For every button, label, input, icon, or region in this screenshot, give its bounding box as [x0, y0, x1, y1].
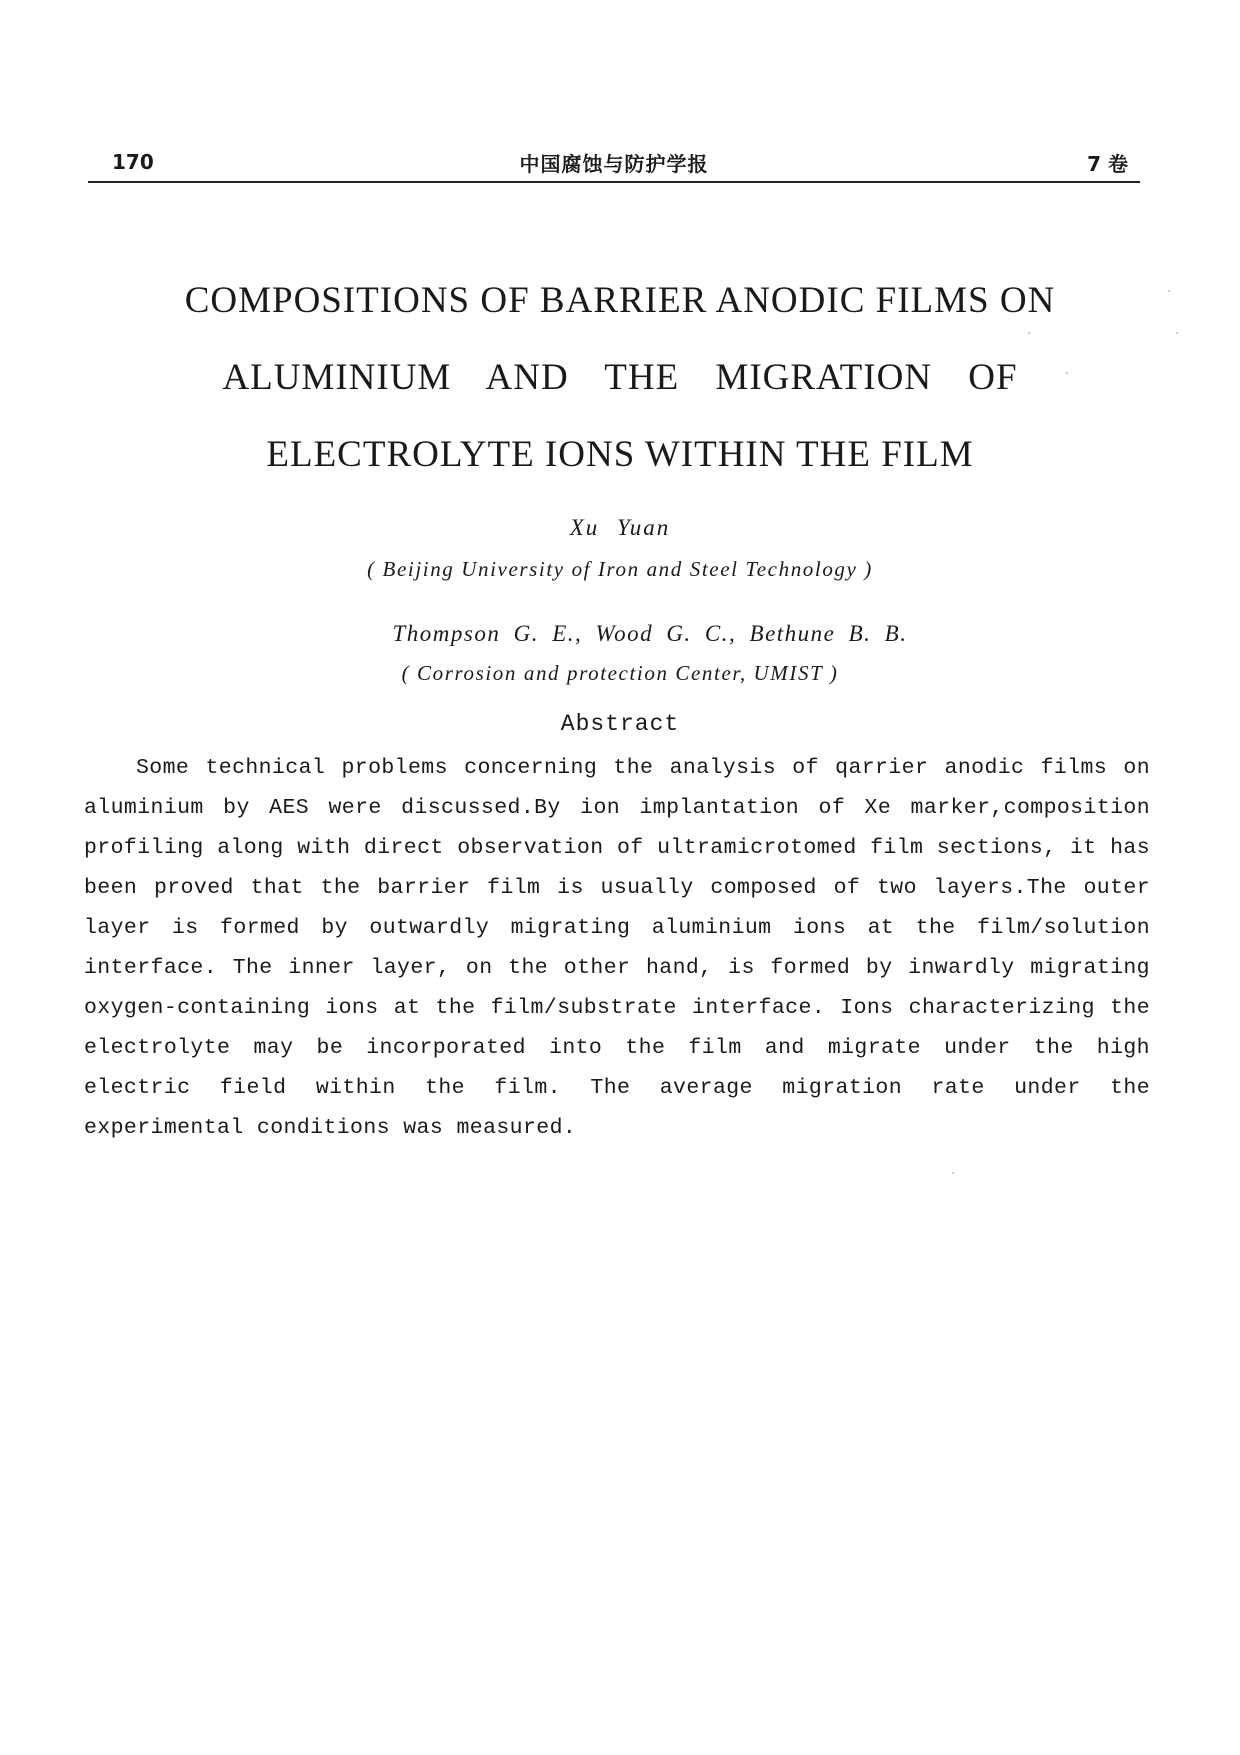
header-rule [88, 181, 1140, 183]
page-number: 170 [112, 150, 154, 174]
article-title [100, 262, 1140, 493]
abstract-body: Some technical problems concerning the analysis of qarrier anodic films on aluminium by AES were discussed.By ion implantation of Xe marker,composition profiling along with direct observation of ultramicrotomed film sections, it has been proved that the barrier film is usually composed of two layers.The outer layer is formed by outwardly migrating aluminium ions at the film/solution interface. The inner layer, on the other hand, is formed by inwardly migrating oxygen-containing ions at the film/substrate interface. Ions characterizing the electrolyte may be incorporated into the film and migrate under the high electric field within the film. The average migration rate under the experimental conditions was measured. [84, 756, 1150, 1140]
journal-name: 中国腐蚀与防护学报 [519, 152, 709, 176]
title-line-2: ALUMINIUM AND THE MIGRATION OF [222, 357, 1018, 398]
primary-affiliation: ( Beijing University of Iron and Steel Technology ) [367, 557, 873, 581]
volume-label: 7 卷 [1087, 152, 1128, 176]
primary-author: Xu Yuan [569, 515, 671, 540]
title-line-3: ELECTROLYTE IONS WITHIN THE FILM [266, 434, 974, 475]
scan-speck [1168, 290, 1170, 292]
secondary-affiliation: ( Corrosion and protection Center, UMIST ) [401, 661, 839, 685]
scan-speck [1028, 332, 1030, 334]
scan-speck [952, 1172, 954, 1174]
abstract-heading: Abstract [560, 711, 680, 737]
title-line-1: COMPOSITIONS OF BARRIER ANODIC FILMS ON [184, 280, 1056, 321]
scan-speck [1176, 332, 1178, 334]
secondary-authors: Thompson G. E., Wood G. C., Bethune B. B. [392, 621, 908, 646]
running-header [88, 148, 1140, 178]
scan-speck [1066, 372, 1068, 374]
